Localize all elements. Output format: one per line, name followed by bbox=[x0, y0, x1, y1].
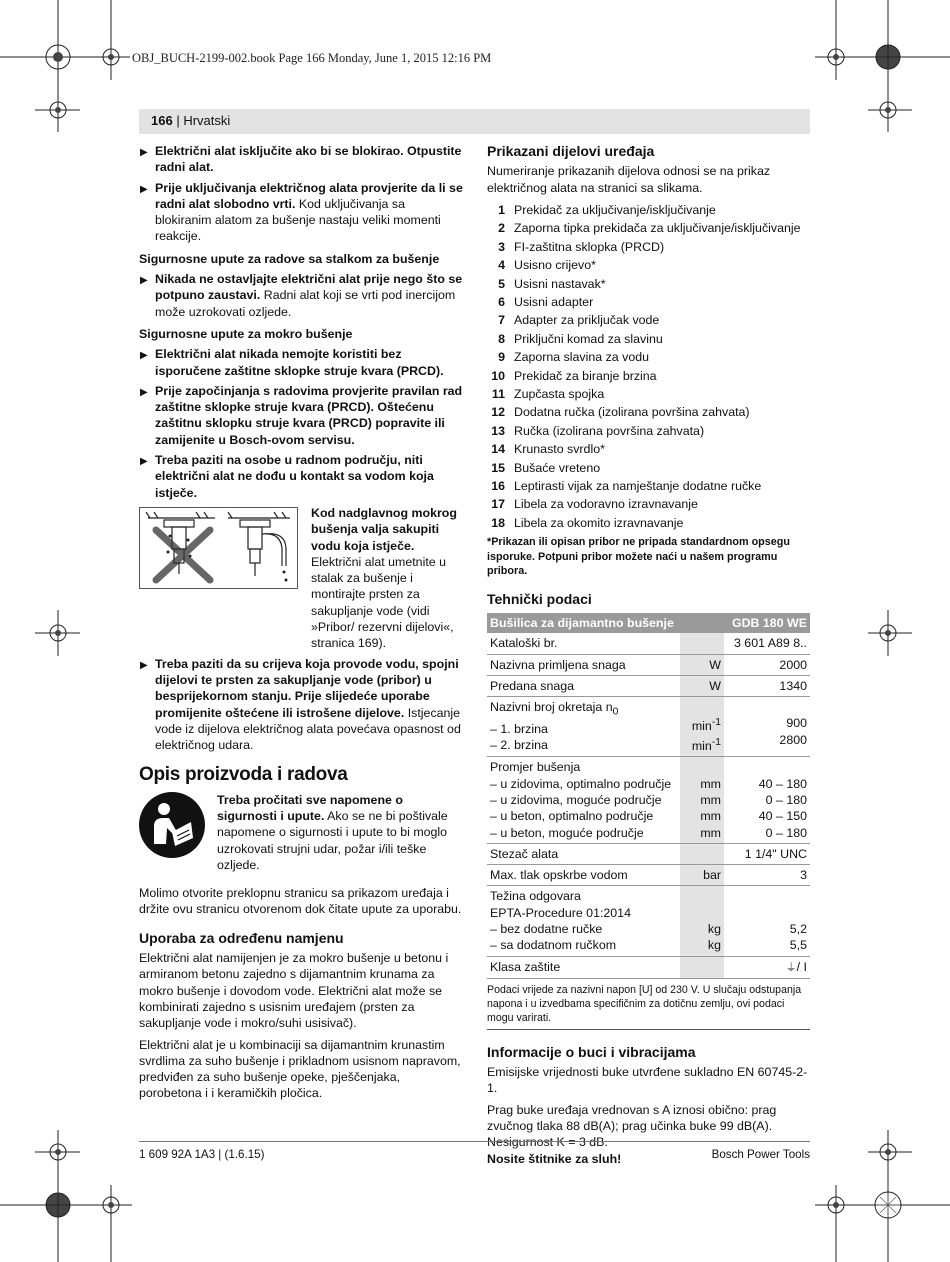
overhead-normal-text: Električni alat umetnite u stalak za bušenje i montirajte prsten za sakupljanje vode (vidi »Pribor/ rezervni dijelovi«, stranica 169). bbox=[311, 554, 454, 651]
bullet-triangle-icon: ▶ bbox=[140, 350, 148, 362]
row-value bbox=[724, 757, 810, 843]
part-number: 18 bbox=[491, 515, 505, 530]
row-unit bbox=[680, 886, 724, 956]
diameter-row: – u zidovima, moguće područje bbox=[490, 792, 662, 807]
parts-intro: Numeriranje prikazanih dijelova odnosi se na prikaz električnog alata na stranici sa slikama. bbox=[487, 164, 771, 195]
stand-heading: Sigurnosne upute za radove sa stalkom za bušenje bbox=[139, 251, 440, 266]
use-heading: Uporaba za određenu namjenu bbox=[139, 929, 344, 946]
weight-unit: kg bbox=[707, 922, 721, 936]
table-row bbox=[487, 654, 810, 675]
part-number: 17 bbox=[491, 497, 505, 512]
read-instructions-block bbox=[139, 792, 464, 873]
part-number: 7 bbox=[498, 313, 505, 328]
read-note-normal: Ako se ne bi poštivale napomene o sigurnosti i upute to bi moglo uzrokovati strujni udar, požar i/ili teške ozljede. bbox=[217, 808, 448, 872]
list-item bbox=[487, 495, 810, 513]
speed-value-1: 900 bbox=[786, 716, 807, 731]
safety-bullet bbox=[139, 656, 464, 754]
bullet-bold-text: Prije uključivanja električnog alata provjerite da li se radni alat slobodno vrti. bbox=[155, 180, 463, 211]
diameter-value: 40 – 150 bbox=[758, 809, 807, 824]
table-row bbox=[487, 865, 810, 886]
row-value: 3 bbox=[724, 865, 810, 886]
diameter-value: 0 – 180 bbox=[765, 825, 807, 840]
parts-heading: Prikazani dijelovi uređaja bbox=[487, 143, 655, 159]
speed-unit: min bbox=[691, 719, 712, 734]
safety-bullet bbox=[139, 383, 464, 448]
part-label: Bušaće vreteno bbox=[514, 460, 601, 475]
list-item bbox=[487, 367, 810, 385]
speed-row-1: – 1. brzina bbox=[490, 721, 548, 736]
list-item bbox=[487, 330, 810, 348]
row-value: 2000 bbox=[724, 654, 810, 675]
list-item bbox=[487, 348, 810, 366]
overhead-drilling-block bbox=[139, 505, 464, 652]
diameter-label: Promjer bušenja bbox=[490, 760, 581, 775]
list-item bbox=[487, 385, 810, 403]
bullet-text: Radni alat koji se vrti pod inercijom može uzrokovati ozljede. bbox=[155, 288, 456, 319]
part-label: Adapter za priključak vode bbox=[514, 313, 660, 328]
part-number: 5 bbox=[498, 276, 505, 291]
part-number: 11 bbox=[491, 386, 505, 401]
diameter-row: – u zidovima, optimalno područje bbox=[490, 776, 672, 791]
bullet-bold-text: Treba paziti na osobe u radnom području, niti električni alat ne dođu u kontakt sa vodom koja istječe. bbox=[155, 453, 434, 500]
part-number: 4 bbox=[498, 258, 505, 273]
table-row bbox=[487, 633, 810, 654]
table-row-weight bbox=[487, 886, 810, 956]
drill-illustration-icon bbox=[140, 508, 297, 588]
table-row-speed bbox=[487, 697, 810, 757]
read-manual-icon bbox=[139, 792, 205, 858]
row-label bbox=[487, 757, 680, 843]
row-value: 3 601 A89 8.. bbox=[724, 633, 810, 654]
row-unit: W bbox=[680, 675, 724, 696]
part-label: Prekidač za biranje brzina bbox=[514, 368, 657, 383]
part-label: Ručka (izolirana površina zahvata) bbox=[514, 423, 705, 438]
part-label: Prekidač za uključivanje/isključivanje bbox=[514, 202, 716, 217]
part-number: 13 bbox=[491, 423, 505, 438]
row-value: 1340 bbox=[724, 675, 810, 696]
table-row bbox=[487, 956, 810, 978]
diameter-unit: mm bbox=[700, 792, 721, 807]
part-number: 8 bbox=[498, 331, 505, 346]
noise-paragraph-1: Emisijske vrijednosti buke utvrđene sukladno EN 60745-2-1. bbox=[487, 1065, 808, 1096]
bullet-triangle-icon: ▶ bbox=[140, 275, 148, 287]
row-value bbox=[724, 697, 810, 757]
list-item bbox=[487, 403, 810, 421]
part-number: 15 bbox=[491, 460, 505, 475]
part-label: Zupčasta spojka bbox=[514, 386, 605, 401]
part-number: 3 bbox=[498, 239, 505, 254]
weight-label-1: Težina odgovara bbox=[490, 889, 581, 904]
speed-label: Nazivni broj okretaja n bbox=[490, 700, 613, 715]
bullet-text: Istjecanje vode iz dijelova električnog alata povećava opasnost od električnog udara. bbox=[155, 705, 461, 753]
parts-note: *Prikazan ili opisan pribor ne pripada standardnom opsegu isporuke. Potpuni pribor možete naći u našem programu pribora. bbox=[487, 536, 790, 578]
table-header-model: GDB 180 WE bbox=[724, 613, 810, 633]
speed-unit: min bbox=[691, 739, 712, 754]
weight-label-2: EPTA-Procedure 01:2014 bbox=[490, 905, 631, 920]
bullet-bold-text: Treba paziti da su crijeva koja provode vodu, spojni dijelovi te prsten za sakupljanje vode (pribor) u besprijekornom stanju. Prije slijedeće uporabe promijenite oštećene ili istrošene dijelove. bbox=[155, 656, 459, 720]
row-unit bbox=[680, 697, 724, 757]
row-label: Predana snaga bbox=[487, 675, 680, 696]
weight-row: – sa dodatnom ručkom bbox=[490, 938, 617, 953]
page-header bbox=[139, 109, 810, 134]
read-note-text bbox=[217, 792, 464, 873]
weight-value: 5,2 bbox=[789, 922, 807, 936]
bullet-bold-text: Električni alat nikada nemojte koristiti bez isporučene zaštitne sklopke struje kvara (PRCD). bbox=[155, 347, 444, 378]
right-column bbox=[487, 143, 810, 1172]
weight-row: – bez dodatne ručke bbox=[490, 922, 603, 936]
protection-earth-icon: ⏚ bbox=[785, 961, 797, 974]
part-number: 1 bbox=[498, 202, 505, 217]
list-item bbox=[487, 422, 810, 440]
row-label: Kataloški br. bbox=[487, 633, 680, 654]
list-item bbox=[487, 514, 810, 532]
part-label: Priključni komad za slavinu bbox=[514, 331, 663, 346]
row-value: 1 1/4" UNC bbox=[724, 843, 810, 864]
safety-bullet bbox=[139, 452, 464, 501]
part-number: 6 bbox=[498, 294, 505, 309]
row-label bbox=[487, 886, 680, 956]
print-info: OBJ_BUCH-2199-002.book Page 166 Monday, June 1, 2015 12:16 PM bbox=[132, 51, 492, 65]
bullet-triangle-icon: ▶ bbox=[140, 183, 148, 195]
part-label: Leptirasti vijak za namještanje dodatne ručke bbox=[514, 478, 762, 493]
tech-heading: Tehnički podaci bbox=[487, 590, 592, 607]
footer-left: 1 609 92A 1A3 | (1.6.15) bbox=[139, 1148, 265, 1161]
read-note-bold: Treba pročitati sve napomene o sigurnosti i upute. bbox=[217, 792, 403, 823]
page-number: 166 bbox=[151, 113, 173, 128]
diameter-row: – u beton, optimalno područje bbox=[490, 809, 654, 824]
part-label: Zaporna slavina za vodu bbox=[514, 350, 650, 365]
fold-text: Molimo otvorite preklopnu stranicu sa prikazom uređaja i držite ovu stranicu otvorenom dok čitate upute za uporabu. bbox=[139, 886, 462, 917]
part-number: 14 bbox=[491, 442, 505, 457]
row-unit: W bbox=[680, 654, 724, 675]
section-title: Opis proizvoda i radova bbox=[139, 764, 348, 786]
part-number: 12 bbox=[491, 405, 505, 420]
safety-bullet bbox=[139, 346, 464, 379]
speed-unit-exp: -1 bbox=[711, 717, 721, 729]
row-value bbox=[724, 886, 810, 956]
part-label: Libela za okomito izravnavanje bbox=[514, 515, 684, 530]
table-note: Podaci vrijede za nazivni napon [U] od 230 V. U slučaju odstupanja napona i u izvedbama specifičnim za dotičnu zemlju, ovi podaci mogu varirati. bbox=[487, 983, 810, 1030]
list-item bbox=[487, 275, 810, 293]
use-paragraph-1: Električni alat namijenjen je za mokro bušenje u betonu i armiranom betonu zajedno s dijamantnim krunama za mokro bušenje i dovodom vode. Električni alat može se kombinirati zajedno s usisnim uređajem (prsten za sakupljanje vode i mokro/suhi usisivač). bbox=[139, 951, 449, 1031]
table-row bbox=[487, 843, 810, 864]
bullet-text: Električni alat isključite ako bi se blokirao. Otpustite radni alat. bbox=[155, 144, 462, 175]
row-unit: bar bbox=[680, 865, 724, 886]
noise-paragraph-2: Prag buke uređaja vrednovan s A iznosi obično: prag zvučnog tlaka 88 dB(A); prag učinka buke 99 dB(A). Nesigurnost K = 3 dB. bbox=[487, 1102, 777, 1150]
footer-divider bbox=[139, 1141, 810, 1142]
list-item bbox=[487, 238, 810, 256]
safety-bullet bbox=[139, 271, 464, 320]
part-label: Zaporna tipka prekidača za uključivanje/isključivanje bbox=[514, 221, 801, 236]
diameter-unit: mm bbox=[700, 825, 721, 840]
part-label: Usisno crijevo* bbox=[514, 258, 596, 273]
weight-unit: kg bbox=[707, 938, 721, 953]
safety-bullet bbox=[139, 180, 464, 245]
speed-row-2: – 2. brzina bbox=[490, 738, 548, 753]
part-label: FI-zaštitna sklopka (PRCD) bbox=[514, 239, 665, 254]
list-item bbox=[487, 459, 810, 477]
bullet-text: Kod uključivanja sa blokiranim alatom za bušenje nastaju veliki momenti reakcije. bbox=[155, 196, 441, 244]
row-unit bbox=[680, 757, 724, 843]
wet-heading: Sigurnosne upute za mokro bušenje bbox=[139, 326, 353, 341]
list-item bbox=[487, 219, 810, 237]
row-label: Klasa zaštite bbox=[487, 956, 680, 978]
part-label: Krunasto svrdlo* bbox=[514, 442, 605, 457]
bullet-bold-text: Prije započinjanja s radovima provjerite pravilan rad zaštitne sklopke struje kvara (PRCD). Oštećenu zaštitnu sklopku struje kvara (PRCD) popravite ili zamijenite u Bosch-ovom servisu. bbox=[155, 383, 463, 447]
diameter-unit: mm bbox=[700, 809, 721, 824]
list-item bbox=[487, 440, 810, 458]
bullet-triangle-icon: ▶ bbox=[140, 659, 148, 671]
list-item bbox=[487, 293, 810, 311]
part-number: 9 bbox=[498, 350, 505, 365]
speed-sub: 0 bbox=[612, 706, 619, 718]
part-number: 10 bbox=[491, 368, 505, 383]
footer-right: Bosch Power Tools bbox=[711, 1148, 810, 1161]
part-label: Usisni nastavak* bbox=[514, 276, 606, 291]
part-number: 2 bbox=[498, 221, 505, 236]
speed-value-2: 2800 bbox=[779, 732, 807, 747]
noise-warning: Nosite štitnike za sluh! bbox=[487, 1151, 622, 1166]
diameter-value: 0 – 180 bbox=[765, 792, 807, 807]
speed-unit-exp: -1 bbox=[711, 736, 721, 748]
table-row-diameter bbox=[487, 757, 810, 843]
left-column bbox=[139, 143, 464, 1107]
parts-list bbox=[487, 201, 810, 532]
list-item bbox=[487, 256, 810, 274]
part-label: Usisni adapter bbox=[514, 294, 594, 309]
overhead-drilling-illustration bbox=[139, 507, 298, 589]
list-item bbox=[487, 201, 810, 219]
row-unit bbox=[680, 956, 724, 978]
bullet-triangle-icon: ▶ bbox=[140, 386, 148, 398]
protection-class-value: / I bbox=[796, 959, 807, 974]
row-unit bbox=[680, 843, 724, 864]
weight-value: 5,5 bbox=[789, 938, 807, 953]
row-label: Nazivna primljena snaga bbox=[487, 654, 680, 675]
row-value bbox=[724, 956, 810, 978]
safety-bullet bbox=[139, 143, 464, 176]
use-paragraph-2: Električni alat je u kombinaciji sa dijamantnim krunastim svrdlima za suho bušenje i prikladnom usisnom napravom, predviđen za suho bušenje opeke, pješčenjaka, porobetona i i keramičkih pločica. bbox=[139, 1037, 461, 1101]
part-label: Libela za vodoravno izravnavanje bbox=[514, 497, 698, 512]
part-number: 16 bbox=[491, 478, 505, 493]
diameter-unit: mm bbox=[700, 776, 721, 791]
row-unit bbox=[680, 633, 724, 654]
table-header-row bbox=[487, 613, 810, 633]
noise-heading: Informacije o buci i vibracijama bbox=[487, 1043, 696, 1060]
page-number-label: 166 | Hrvatski bbox=[151, 113, 231, 128]
row-label: Stezač alata bbox=[487, 843, 680, 864]
bullet-bold-text: Nikada ne ostavljajte električni alat prije nego što se potpuno zaustavi. bbox=[155, 272, 463, 303]
list-item bbox=[487, 311, 810, 329]
table-row bbox=[487, 675, 810, 696]
table-header-label: Bušilica za dijamantno bušenje bbox=[487, 613, 724, 633]
diameter-row: – u beton, moguće područje bbox=[490, 825, 644, 840]
diameter-value: 40 – 180 bbox=[758, 776, 807, 791]
overhead-bold-text: Kod nadglavnog mokrog bušenja valja sakupiti vodu koja istječe. bbox=[311, 505, 457, 553]
overhead-text bbox=[311, 505, 464, 652]
list-item bbox=[487, 477, 810, 495]
part-label: Dodatna ručka (izolirana površina zahvata) bbox=[514, 405, 750, 420]
bullet-triangle-icon: ▶ bbox=[140, 456, 148, 468]
bullet-triangle-icon: ▶ bbox=[140, 147, 148, 158]
row-label bbox=[487, 697, 680, 757]
tech-data-table bbox=[487, 613, 810, 979]
page-language: Hrvatski bbox=[183, 113, 231, 128]
row-label: Max. tlak opskrbe vodom bbox=[487, 865, 680, 886]
